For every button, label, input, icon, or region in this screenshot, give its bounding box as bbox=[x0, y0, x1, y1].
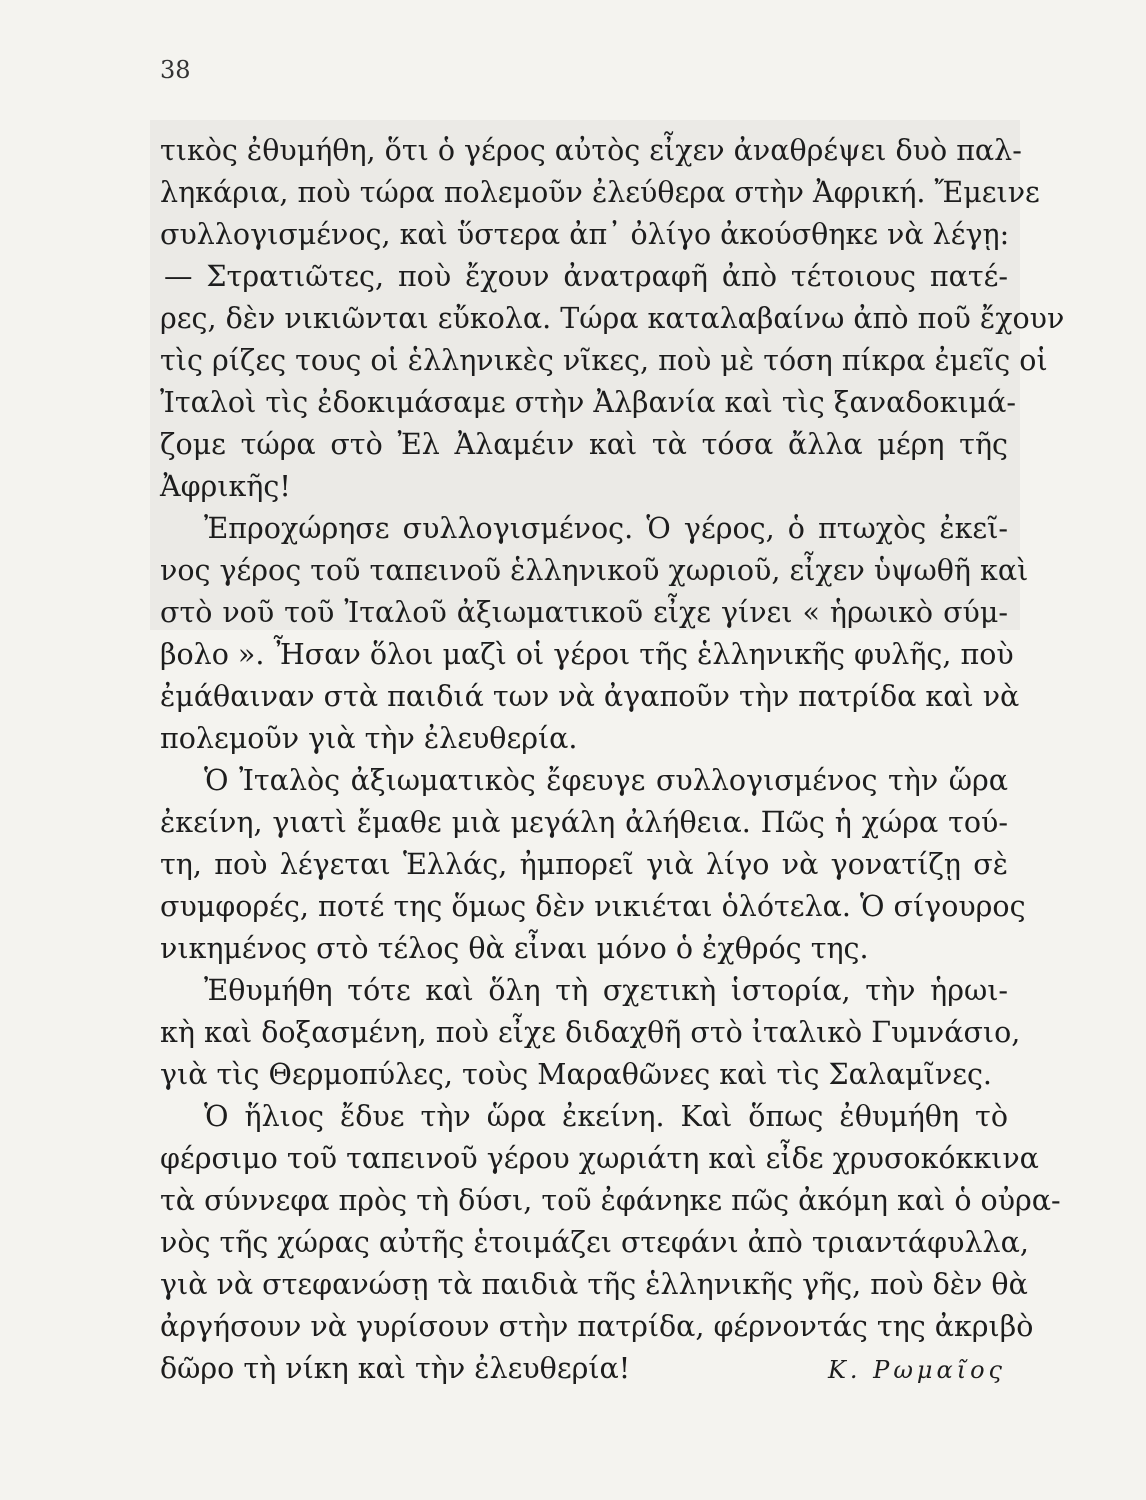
text-line: Ἀφρικῆς! bbox=[160, 470, 291, 503]
text-line: φέρσιμο τοῦ ταπεινοῦ γέρου χωριάτη καὶ εἶδε χρυσοκόκκινα bbox=[160, 1142, 1039, 1175]
text-line: γιὰ τὶς Θερμοπύλες, τοὺς Μαραθῶνες καὶ τὶς Σαλαμῖνες. bbox=[160, 1058, 992, 1091]
text-line: Ἰταλοὶ τὶς ἐδοκιμάσαμε στὴν Ἀλβανία καὶ τὶς ξαναδοκιμά- bbox=[160, 386, 1017, 419]
text-line: ρες, δὲν νικιῶνται εὔκολα. Τώρα καταλαβαίνω ἀπὸ ποῦ ἔχουν bbox=[160, 302, 1065, 335]
text-line: βολο ». Ἦσαν ὅλοι μαζὶ οἱ γέροι τῆς ἑλληνικῆς φυλῆς, ποὺ bbox=[160, 638, 1014, 671]
text-line: νὸς τῆς χώρας αὐτῆς ἑτοιμάζει στεφάνι ἀπὸ τριαντάφυλλα, bbox=[160, 1226, 1029, 1259]
text-line: νος γέρος τοῦ ταπεινοῦ ἑλληνικοῦ χωριοῦ, εἶχεν ὑψωθῆ καὶ bbox=[160, 554, 1029, 587]
text-line: συμφορές, ποτέ της ὅμως δὲν νικιέται ὁλότελα. Ὁ σίγουρος bbox=[160, 890, 1026, 923]
text-line: ληκάρια, ποὺ τώρα πολεμοῦν ἐλεύθερα στὴν Ἀφρική. Ἔμεινε bbox=[160, 176, 1040, 209]
text-line: Ὁ Ἰταλὸς ἀξιωματικὸς ἔφευγε συλλογισμένος τὴν ὥρα bbox=[204, 764, 1008, 797]
text-line: κὴ καὶ δοξασμένη, ποὺ εἶχε διδαχθῆ στὸ ἰταλικὸ Γυμνάσιο, bbox=[160, 1016, 1021, 1049]
text-line: ἐμάθαιναν στὰ παιδιά των νὰ ἀγαποῦν τὴν πατρίδα καὶ νὰ bbox=[160, 680, 1020, 713]
author-signature: Κ. Ρωμαῖος bbox=[827, 1356, 1006, 1384]
text-line: συλλογισμένος, καὶ ὕστερα ἀπ᾿ ὀλίγο ἀκούσθηκε νὰ λέγῃ: bbox=[160, 218, 1010, 251]
text-line: πολεμοῦν γιὰ τὴν ἐλευθερία. bbox=[160, 722, 578, 755]
text-line: τη, ποὺ λέγεται Ἑλλάς, ἠμπορεῖ γιὰ λίγο νὰ γονατίζῃ σὲ bbox=[160, 848, 1008, 881]
text-line: δῶρο τὴ νίκη καὶ τὴν ἐλευθερία! bbox=[160, 1352, 631, 1385]
text-line: ἐκείνη, γιατὶ ἔμαθε μιὰ μεγάλη ἀλήθεια. Πῶς ἡ χώρα τού- bbox=[160, 806, 1008, 839]
text-line: γιὰ νὰ στεφανώσῃ τὰ παιδιὰ τῆς ἑλληνικῆς γῆς, ποὺ δὲν θὰ bbox=[160, 1268, 1028, 1301]
text-line: ἀργήσουν νὰ γυρίσουν στὴν πατρίδα, φέρνοντάς της ἀκριβὸ bbox=[160, 1310, 1034, 1343]
text-line: Ἐπροχώρησε συλλογισμένος. Ὁ γέρος, ὁ πτωχὸς ἐκεῖ- bbox=[204, 512, 1008, 545]
text-line: ζομε τώρα στὸ Ἐλ Ἀλαμέιν καὶ τὰ τόσα ἄλλα μέρη τῆς bbox=[160, 428, 1008, 461]
text-line: νικημένος στὸ τέλος θὰ εἶναι μόνο ὁ ἐχθρός της. bbox=[160, 932, 869, 965]
text-line: Ἐθυμήθη τότε καὶ ὅλη τὴ σχετικὴ ἱστορία, τὴν ἡρωι- bbox=[204, 974, 1008, 1007]
text-line: Ὁ ἥλιος ἔδυε τὴν ὥρα ἐκείνη. Καὶ ὅπως ἐθυμήθη τὸ bbox=[204, 1100, 1008, 1133]
text-line: τὶς ρίζες τους οἱ ἑλληνικὲς νῖκες, ποὺ μὲ τόση πίκρα ἐμεῖς οἱ bbox=[160, 344, 1048, 377]
article-body bbox=[160, 130, 1065, 1390]
text-line: στὸ νοῦ τοῦ Ἰταλοῦ ἀξιωματικοῦ εἶχε γίνει « ἡρωικὸ σύμ- bbox=[160, 596, 1008, 629]
text-line: τικὸς ἐθυμήθη, ὅτι ὁ γέρος αὐτὸς εἶχεν ἀναθρέψει δυὸ παλ- bbox=[160, 134, 1022, 167]
text-line: — Στρατιῶτες, ποὺ ἔχουν ἀνατραφῆ ἀπὸ τέτοιους πατέ- bbox=[164, 260, 1008, 293]
page-number: 38 bbox=[160, 56, 191, 84]
text-line: τὰ σύννεφα πρὸς τὴ δύσι, τοῦ ἐφάνηκε πῶς ἀκόμη καὶ ὁ οὐρα- bbox=[160, 1184, 1061, 1217]
